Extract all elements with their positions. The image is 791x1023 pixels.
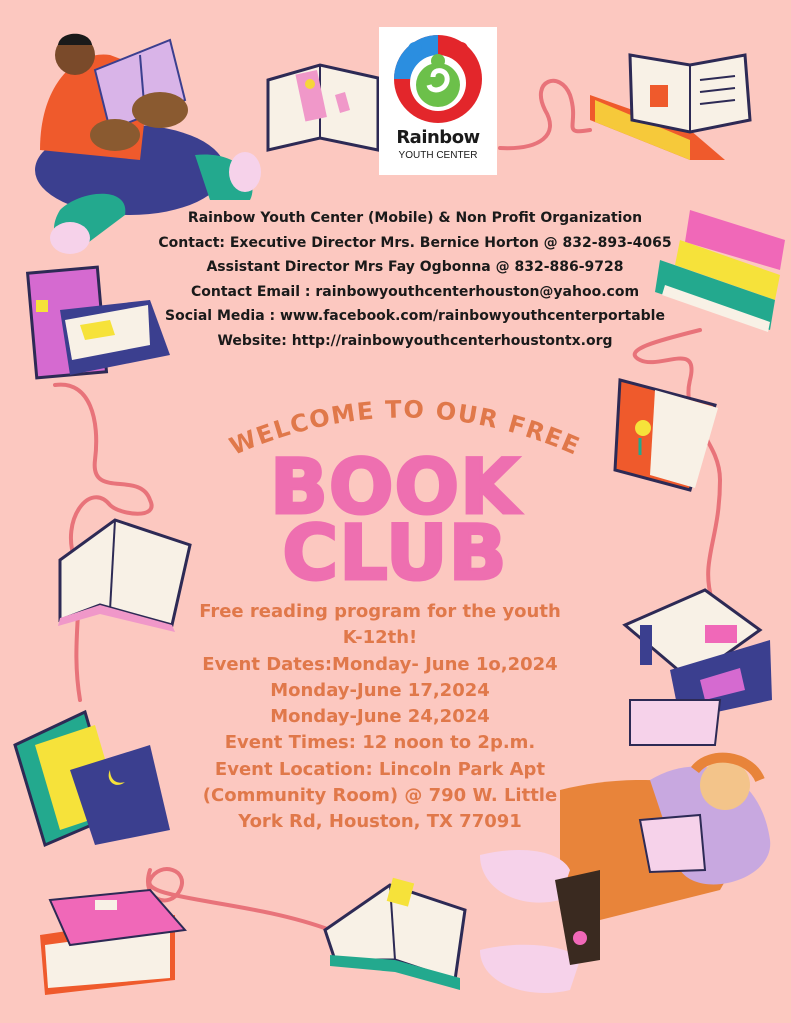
event-details [170, 599, 590, 836]
org-name: Rainbow Youth Center (Mobile) & Non Profit Organization [187, 210, 643, 226]
open-book-bottom-illustration [325, 878, 465, 990]
open-book-top-illustration [268, 65, 378, 150]
logo-name: Rainbow [396, 127, 480, 148]
title-book: BOOK [269, 442, 521, 531]
event-date-3: Monday-June 24,2024 [270, 706, 490, 728]
string-line [500, 81, 590, 148]
title-club: CLUB [282, 508, 508, 597]
orange-book-illustration [615, 380, 718, 490]
event-date-1: Event Dates:Monday- June 1o,2024 [202, 653, 558, 675]
program-line: Free reading program for the youth [199, 601, 561, 622]
event-times: Event Times: 12 noon to 2p.m. [224, 732, 536, 754]
welcome-text: WELCOME TO OUR FREE [225, 395, 585, 461]
website: Website: http://rainbowyouthcenterhoustontx.org [217, 332, 613, 349]
executive-contact: Contact: Executive Director Mrs. Bernice Horton @ 832-893-4065 [158, 234, 672, 251]
rainbow-logo-icon [379, 27, 497, 127]
book-stack-left-lower-illustration [15, 712, 170, 845]
contact-block [140, 206, 690, 354]
book-stack-bottom-left-illustration [40, 890, 185, 995]
notebook-stack-right-illustration [625, 590, 772, 745]
contact-email: Contact Email : rainbowyouthcenterhouston@yahoo.com [190, 283, 640, 300]
assistant-contact: Assistant Director Mrs Fay Ogbonna @ 832-886-9728 [206, 259, 624, 276]
rainbow-logo [379, 27, 497, 175]
grades-line: K-12th! [342, 627, 418, 649]
event-location-3: York Rd, Houston, TX 77091 [238, 811, 522, 833]
event-date-2: Monday-June 17,2024 [270, 679, 490, 701]
logo-subtitle: YOUTH CENTER [398, 150, 478, 161]
social-media: Social Media : www.facebook.com/rainbowyouthcenterportable [165, 308, 665, 325]
book-stack-top-right-illustration [590, 55, 750, 160]
event-location-2: (Community Room) @ 790 W. Little [202, 785, 558, 807]
event-location-1: Event Location: Lincoln Park Apt [214, 758, 546, 780]
